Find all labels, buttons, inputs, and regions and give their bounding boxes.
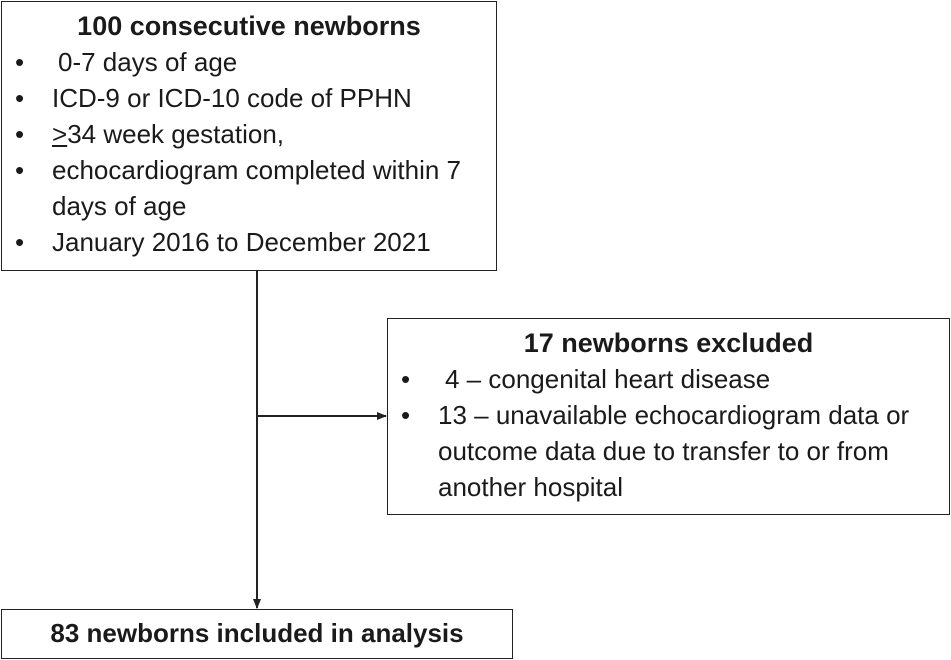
inclusion-title: 100 consecutive newborns [77,11,421,41]
gestation-symbol: > [52,119,68,149]
bullet-icon: • [15,47,25,77]
bullet-icon: • [401,400,411,430]
bullet-icon: • [15,119,25,149]
included-box [1,609,513,659]
criterion-age: 0-7 days of age [58,47,238,77]
exclusion-reason [398,397,939,505]
reason-congenital-heart-disease: 4 – congenital heart disease [445,364,771,394]
criterion-gestation: 34 week gestation, [67,119,284,149]
criterion-icd-code: ICD-9 or ICD-10 code of PPHN [52,83,412,113]
inclusion-criterion [12,80,486,116]
bullet-icon: • [15,83,25,113]
criterion-echocardiogram: echocardiogram completed within 7 days of age [52,155,461,221]
bullet-icon: • [401,364,411,394]
inclusion-criterion [12,116,486,152]
inclusion-criteria-list [12,44,486,260]
exclusion-box [387,318,950,515]
inclusion-criterion [12,224,486,260]
inclusion-box [1,1,497,271]
exclusion-reasons-list [398,361,939,505]
included-title: 83 newborns included in analysis [50,618,464,648]
bullet-icon: • [15,227,25,257]
inclusion-criterion [12,152,486,224]
criterion-date-range: January 2016 to December 2021 [52,227,431,257]
reason-unavailable-data: 13 – unavailable echocardiogram data or outcome data due to transfer to or from another hospital [438,400,910,502]
bullet-icon: • [15,155,25,185]
inclusion-criterion [12,44,486,80]
exclusion-reason [398,361,939,397]
exclusion-title: 17 newborns excluded [523,328,814,358]
